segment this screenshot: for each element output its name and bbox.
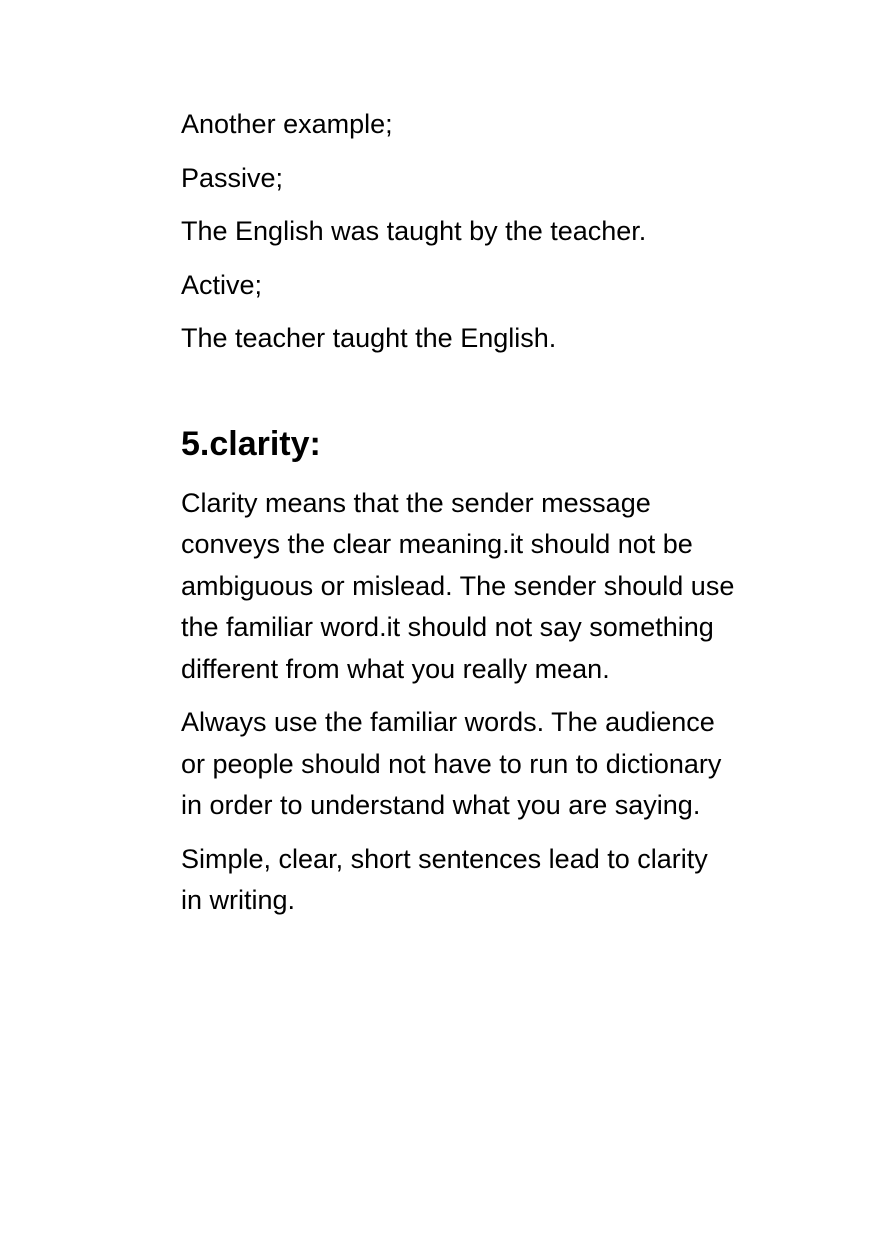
intro-line-another-example: Another example; <box>181 109 393 139</box>
document-page <box>181 104 781 934</box>
paragraph-line: the familiar word.it should not say something <box>181 612 714 642</box>
paragraph-line: Always use the familiar words. The audience <box>181 707 715 737</box>
paragraph-line: different from what you really mean. <box>181 653 610 684</box>
section-number: 5. <box>181 424 210 463</box>
intro-line-passive-sentence: The English was taught by the teacher. <box>181 216 647 246</box>
section-heading <box>181 422 781 466</box>
paragraph-familiar-words <box>181 702 781 827</box>
intro-line-passive-label: Passive; <box>181 162 284 193</box>
paragraph-line: conveys the clear meaning.it should not be <box>181 529 693 559</box>
paragraph-line: ambiguous or mislead. The sender should use <box>181 570 735 601</box>
section-colon: : <box>309 424 321 463</box>
paragraph-line: in order to understand what you are saying. <box>181 790 701 820</box>
paragraph-line: Clarity means that the sender message <box>181 487 651 518</box>
paragraph-clarity-definition <box>181 483 781 691</box>
paragraph-simple-sentences <box>181 839 781 922</box>
intro-line-active-sentence: The teacher taught the English. <box>181 323 557 353</box>
paragraph-line: Simple, clear, short sentences lead to clarity <box>181 843 708 874</box>
paragraph-line: in writing. <box>181 885 296 915</box>
paragraph-line: or people should not have to run to dictionary <box>181 748 722 779</box>
intro-line-active-label: Active; <box>181 269 263 300</box>
section-title: clarity <box>209 424 310 463</box>
